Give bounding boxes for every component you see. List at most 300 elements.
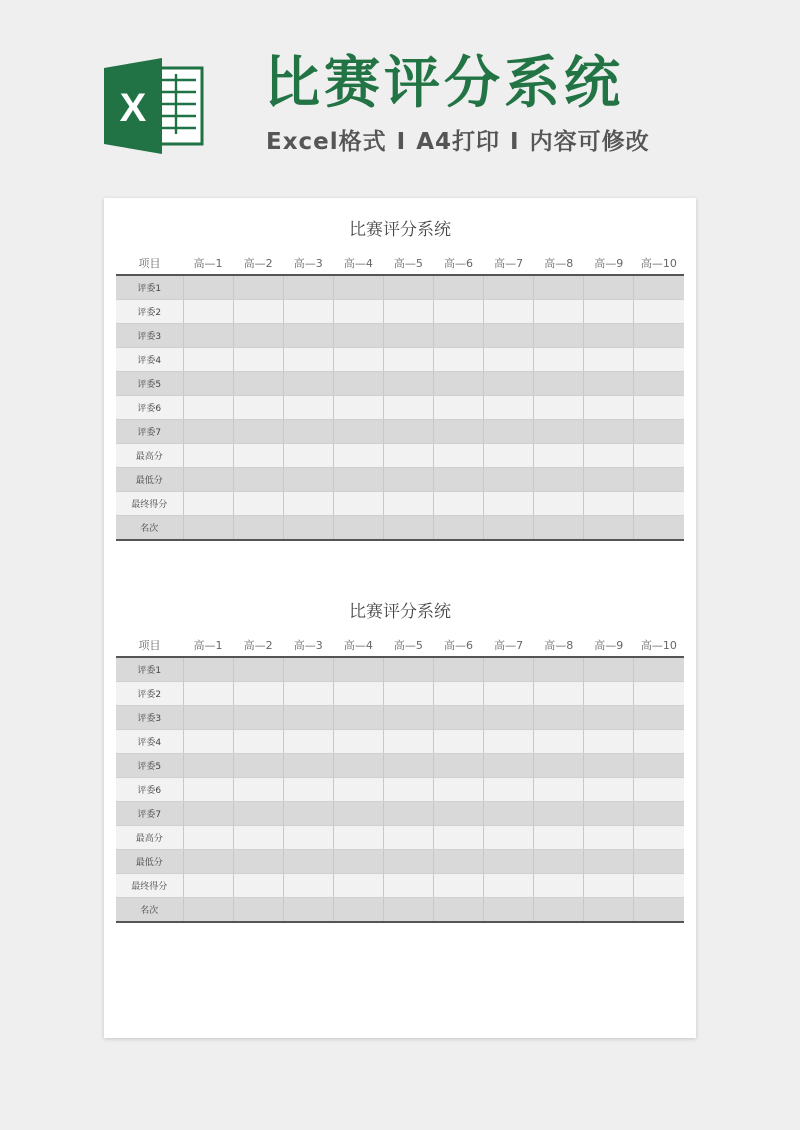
row-label: 评委6 [116,396,183,420]
score-cell[interactable] [634,516,684,541]
score-cell[interactable] [534,300,584,324]
score-cell[interactable] [233,657,283,682]
table-row [116,778,684,802]
score-cell[interactable] [433,420,483,444]
score-cell[interactable] [383,300,433,324]
table-row [116,516,684,541]
score-cell[interactable] [283,275,333,300]
score-cell[interactable] [584,300,634,324]
score-cell[interactable] [534,492,584,516]
score-cell[interactable] [333,468,383,492]
score-cell[interactable] [433,826,483,850]
score-cell[interactable] [183,874,233,898]
score-cell[interactable] [283,300,333,324]
score-cell[interactable] [584,730,634,754]
score-cell[interactable] [333,682,383,706]
score-cell[interactable] [233,420,283,444]
score-cell[interactable] [383,396,433,420]
score-cell[interactable] [183,826,233,850]
score-cell[interactable] [283,492,333,516]
score-cell[interactable] [433,444,483,468]
score-cell[interactable] [183,898,233,923]
score-cell[interactable] [634,324,684,348]
logo-letter: X [119,86,147,130]
score-cell[interactable] [534,898,584,923]
score-cell[interactable] [433,778,483,802]
score-cell[interactable] [383,730,433,754]
score-cell[interactable] [233,730,283,754]
score-cell[interactable] [333,396,383,420]
score-cell[interactable] [534,516,584,541]
column-header: 高—6 [433,252,483,275]
score-cell[interactable] [584,396,634,420]
score-cell[interactable] [383,682,433,706]
row-label: 最低分 [116,850,183,874]
score-cell[interactable] [484,874,534,898]
row-label: 评委7 [116,802,183,826]
score-cell[interactable] [183,468,233,492]
score-cell[interactable] [383,324,433,348]
score-cell[interactable] [484,444,534,468]
score-cell[interactable] [333,754,383,778]
score-cell[interactable] [283,444,333,468]
score-cell[interactable] [333,898,383,923]
score-cell[interactable] [433,372,483,396]
score-cell[interactable] [584,754,634,778]
score-cell[interactable] [383,516,433,541]
table-row [116,492,684,516]
document-page [104,198,696,1038]
score-cell[interactable] [233,706,283,730]
score-cell[interactable] [484,682,534,706]
score-cell[interactable] [534,468,584,492]
page-subtitle [266,124,650,160]
score-cell[interactable] [433,754,483,778]
score-cell[interactable] [634,682,684,706]
table-row [116,682,684,706]
score-cell[interactable] [383,754,433,778]
score-cell[interactable] [634,778,684,802]
score-cell[interactable] [634,300,684,324]
score-cell[interactable] [333,706,383,730]
table-row [116,444,684,468]
score-cell[interactable] [383,826,433,850]
score-cell[interactable] [634,850,684,874]
score-cell[interactable] [283,778,333,802]
score-cell[interactable] [484,420,534,444]
row-label: 评委5 [116,372,183,396]
score-cell[interactable] [534,657,584,682]
score-cell[interactable] [383,492,433,516]
score-cell[interactable] [484,657,534,682]
score-cell[interactable] [534,802,584,826]
score-cell[interactable] [333,372,383,396]
column-header: 高—10 [634,252,684,275]
score-sheet [116,590,684,923]
score-cell[interactable] [333,850,383,874]
score-cell[interactable] [383,802,433,826]
score-cell[interactable] [433,730,483,754]
score-cell[interactable] [183,754,233,778]
score-cell[interactable] [584,468,634,492]
score-cell[interactable] [634,898,684,923]
column-header: 高—8 [534,252,584,275]
score-cell[interactable] [484,778,534,802]
score-cell[interactable] [183,324,233,348]
column-header: 高—2 [233,252,283,275]
column-header-item: 项目 [116,634,183,657]
score-cell[interactable] [233,516,283,541]
score-cell[interactable] [333,730,383,754]
table-row [116,396,684,420]
table-body [116,275,684,540]
score-cell[interactable] [484,730,534,754]
score-cell[interactable] [634,420,684,444]
row-label: 评委7 [116,420,183,444]
score-cell[interactable] [233,468,283,492]
score-cell[interactable] [383,874,433,898]
page-header [0,0,800,190]
score-cell[interactable] [484,826,534,850]
score-cell[interactable] [183,396,233,420]
score-cell[interactable] [283,682,333,706]
score-cell[interactable] [584,802,634,826]
excel-logo-svg [104,58,204,154]
score-cell[interactable] [283,396,333,420]
column-header: 高—2 [233,634,283,657]
score-cell[interactable] [333,516,383,541]
score-cell[interactable] [233,396,283,420]
score-cell[interactable] [584,657,634,682]
score-cell[interactable] [333,444,383,468]
score-cell[interactable] [183,516,233,541]
score-cell[interactable] [383,706,433,730]
score-cell[interactable] [634,826,684,850]
score-cell[interactable] [584,348,634,372]
page-title: 比赛评分系统 [264,51,624,116]
score-cell[interactable] [534,682,584,706]
row-label: 最高分 [116,826,183,850]
score-cell[interactable] [484,396,534,420]
score-cell[interactable] [183,802,233,826]
score-cell[interactable] [433,492,483,516]
row-label: 评委4 [116,730,183,754]
score-cell[interactable] [283,468,333,492]
score-cell[interactable] [584,778,634,802]
score-cell[interactable] [183,372,233,396]
score-cell[interactable] [584,850,634,874]
score-cell[interactable] [634,396,684,420]
table-row [116,826,684,850]
score-cell[interactable] [283,348,333,372]
score-cell[interactable] [283,802,333,826]
score-cell[interactable] [634,444,684,468]
score-cell[interactable] [484,324,534,348]
score-cell[interactable] [283,874,333,898]
score-cell[interactable] [634,492,684,516]
score-cell[interactable] [383,275,433,300]
table-body [116,657,684,922]
score-cell[interactable] [584,420,634,444]
score-cell[interactable] [233,682,283,706]
column-header: 高—4 [333,634,383,657]
score-cell[interactable] [484,516,534,541]
score-cell[interactable] [484,754,534,778]
subtitle-format: Excel格式 [266,129,387,155]
header-row [116,252,684,275]
score-cell[interactable] [634,275,684,300]
score-cell[interactable] [433,850,483,874]
score-cell[interactable] [233,850,283,874]
score-cell[interactable] [333,492,383,516]
score-cell[interactable] [233,300,283,324]
score-cell[interactable] [283,372,333,396]
table-row [116,730,684,754]
score-cell[interactable] [584,516,634,541]
score-cell[interactable] [233,324,283,348]
score-cell[interactable] [433,348,483,372]
score-cell[interactable] [433,898,483,923]
score-cell[interactable] [584,826,634,850]
column-header: 高—7 [484,252,534,275]
score-cell[interactable] [333,657,383,682]
score-cell[interactable] [183,348,233,372]
table-row [116,275,684,300]
score-table [116,634,684,923]
table-row [116,754,684,778]
score-cell[interactable] [433,516,483,541]
score-cell[interactable] [233,826,283,850]
score-cell[interactable] [534,778,584,802]
column-header: 高—3 [283,252,333,275]
score-cell[interactable] [233,802,283,826]
column-header: 高—9 [584,634,634,657]
score-cell[interactable] [233,372,283,396]
score-cell[interactable] [484,492,534,516]
score-cell[interactable] [534,275,584,300]
score-cell[interactable] [634,874,684,898]
score-cell[interactable] [484,898,534,923]
score-cell[interactable] [183,730,233,754]
score-cell[interactable] [433,396,483,420]
score-cell[interactable] [584,682,634,706]
score-cell[interactable] [283,324,333,348]
score-cell[interactable] [534,396,584,420]
score-table [116,252,684,541]
table-row [116,348,684,372]
score-cell[interactable] [433,657,483,682]
score-cell[interactable] [433,324,483,348]
column-header: 高—10 [634,634,684,657]
score-cell[interactable] [383,444,433,468]
row-label: 评委6 [116,778,183,802]
score-cell[interactable] [233,492,283,516]
score-cell[interactable] [484,348,534,372]
score-cell[interactable] [534,324,584,348]
table-row [116,468,684,492]
score-cell[interactable] [283,657,333,682]
score-cell[interactable] [534,826,584,850]
score-sheet [116,208,684,541]
score-cell[interactable] [333,420,383,444]
score-cell[interactable] [534,706,584,730]
score-cell[interactable] [383,657,433,682]
column-header-item: 项目 [116,252,183,275]
score-cell[interactable] [183,850,233,874]
score-cell[interactable] [433,682,483,706]
sheet-title: 比赛评分系统 [349,602,451,622]
score-cell[interactable] [333,778,383,802]
score-cell[interactable] [634,348,684,372]
score-cell[interactable] [634,706,684,730]
score-cell[interactable] [383,372,433,396]
score-cell[interactable] [283,516,333,541]
row-label: 评委4 [116,348,183,372]
score-cell[interactable] [484,372,534,396]
score-cell[interactable] [183,444,233,468]
excel-logo-icon [104,58,204,154]
score-cell[interactable] [584,492,634,516]
score-cell[interactable] [383,348,433,372]
score-cell[interactable] [283,754,333,778]
table-row [116,874,684,898]
score-cell[interactable] [333,324,383,348]
score-cell[interactable] [433,874,483,898]
subtitle-print: A4打印 [416,129,501,155]
sheet-title: 比赛评分系统 [349,220,451,240]
score-cell[interactable] [484,300,534,324]
column-header: 高—6 [433,634,483,657]
score-cell[interactable] [233,348,283,372]
score-cell[interactable] [233,754,283,778]
row-label: 评委2 [116,300,183,324]
score-cell[interactable] [333,300,383,324]
column-header: 高—1 [183,252,233,275]
score-cell[interactable] [183,300,233,324]
score-cell[interactable] [433,706,483,730]
score-cell[interactable] [534,730,584,754]
score-cell[interactable] [333,874,383,898]
score-cell[interactable] [383,420,433,444]
score-cell[interactable] [333,826,383,850]
row-label: 名次 [116,516,183,541]
score-cell[interactable] [433,468,483,492]
score-cell[interactable] [333,802,383,826]
score-cell[interactable] [283,420,333,444]
score-cell[interactable] [584,324,634,348]
table-row [116,300,684,324]
row-label: 最终得分 [116,492,183,516]
score-cell[interactable] [534,874,584,898]
table-row [116,372,684,396]
score-cell[interactable] [183,778,233,802]
score-cell[interactable] [584,874,634,898]
score-cell[interactable] [584,444,634,468]
score-cell[interactable] [233,778,283,802]
score-cell[interactable] [283,730,333,754]
score-cell[interactable] [233,898,283,923]
score-cell[interactable] [383,778,433,802]
score-cell[interactable] [484,275,534,300]
score-cell[interactable] [634,657,684,682]
table-row [116,850,684,874]
score-cell[interactable] [634,372,684,396]
score-cell[interactable] [584,372,634,396]
score-cell[interactable] [534,754,584,778]
score-cell[interactable] [283,706,333,730]
score-cell[interactable] [283,898,333,923]
score-cell[interactable] [183,492,233,516]
score-cell[interactable] [233,444,283,468]
score-cell[interactable] [534,420,584,444]
score-cell[interactable] [433,802,483,826]
subtitle-separator: I [396,129,407,155]
row-label: 最终得分 [116,874,183,898]
score-cell[interactable] [484,706,534,730]
column-header: 高—9 [584,252,634,275]
score-cell[interactable] [233,275,283,300]
score-cell[interactable] [584,706,634,730]
score-cell[interactable] [534,372,584,396]
score-cell[interactable] [183,682,233,706]
table-row [116,324,684,348]
row-label: 评委1 [116,275,183,300]
score-cell[interactable] [634,802,684,826]
score-cell[interactable] [183,706,233,730]
score-cell[interactable] [534,444,584,468]
table-row [116,706,684,730]
subtitle-editable: 内容可修改 [529,129,650,155]
column-header: 高—1 [183,634,233,657]
score-cell[interactable] [484,802,534,826]
score-cell[interactable] [534,348,584,372]
score-cell[interactable] [183,657,233,682]
score-cell[interactable] [383,850,433,874]
row-label: 评委3 [116,324,183,348]
score-cell[interactable] [634,468,684,492]
score-cell[interactable] [283,850,333,874]
table-row [116,802,684,826]
score-cell[interactable] [634,730,684,754]
column-header: 高—5 [383,634,433,657]
row-label: 评委2 [116,682,183,706]
score-cell[interactable] [584,275,634,300]
score-cell[interactable] [634,754,684,778]
score-cell[interactable] [433,275,483,300]
header-row [116,634,684,657]
score-cell[interactable] [283,826,333,850]
table-row [116,420,684,444]
score-cell[interactable] [584,898,634,923]
score-cell[interactable] [534,850,584,874]
column-header: 高—5 [383,252,433,275]
score-cell[interactable] [333,275,383,300]
row-label: 评委5 [116,754,183,778]
score-cell[interactable] [383,898,433,923]
score-cell[interactable] [433,300,483,324]
row-label: 最高分 [116,444,183,468]
score-cell[interactable] [484,468,534,492]
row-label: 评委1 [116,657,183,682]
score-cell[interactable] [233,874,283,898]
subtitle-separator: I [510,129,520,155]
score-cell[interactable] [484,850,534,874]
score-cell[interactable] [183,420,233,444]
score-cell[interactable] [183,275,233,300]
score-cell[interactable] [333,348,383,372]
score-cell[interactable] [383,468,433,492]
column-header: 高—3 [283,634,333,657]
